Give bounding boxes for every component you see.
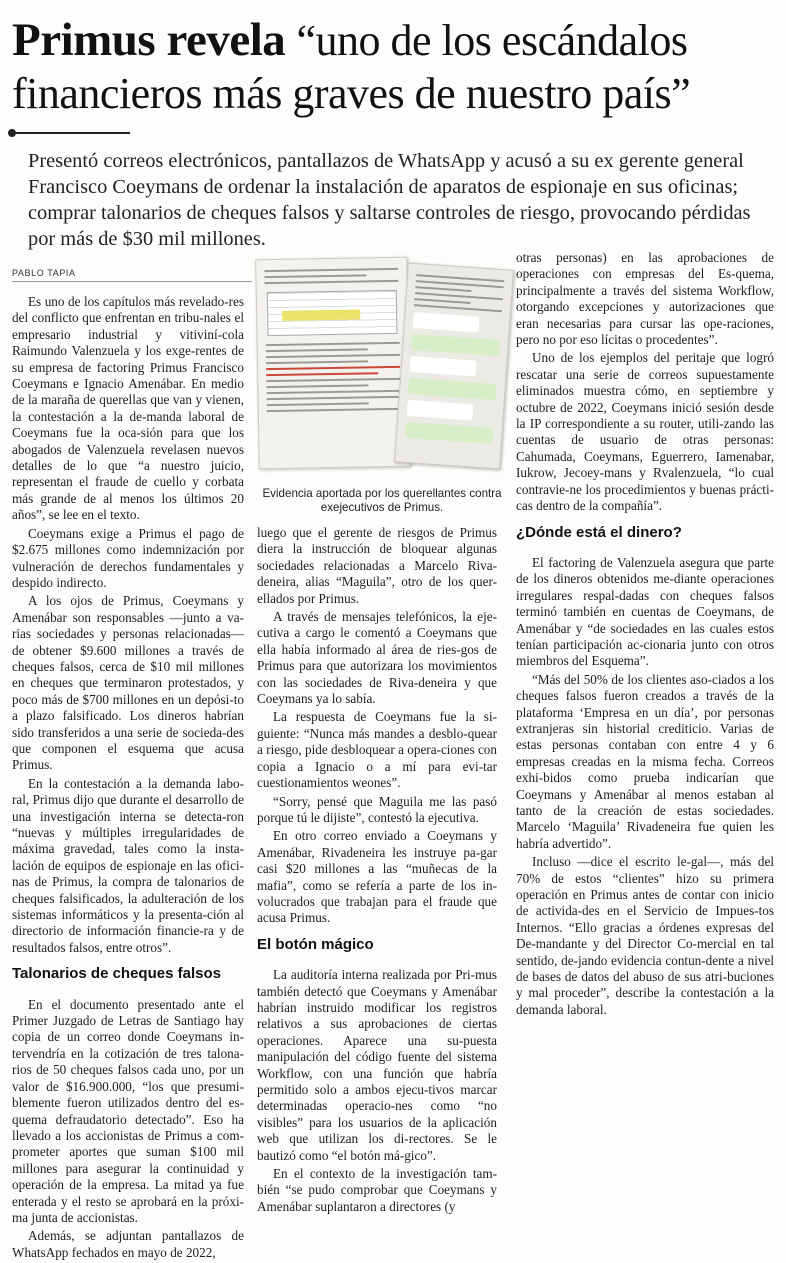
- paragraph: A los ojos de Primus, Coeymans y Amenábar son responsables —junto a va-rias sociedades y personas relacionadas— de obtener $9.600 millones a través de cheques falsos, cerca de $10 mil millones en cheques que terminaron protestados, y poco más de $700 millones en un depósi-to a plazo falsificado. Los dineros habrían sido transferidos a una serie de socieda-des que componen el esquema que acusa Primus.: [12, 593, 244, 773]
- paragraph: El factoring de Valenzuela asegura que parte de los dineros obtenidos me-diante operaciones irregulares respal-dadas con cheques falsos terminó también en cuentas de Coeymans, de Amenábar y “de sociedades en las cuales estos tenían participación ac-cionaria junto con otros miembros del Esquema”.: [516, 554, 774, 669]
- headline: [12, 14, 776, 120]
- paragraph: A través de mensajes telefónicos, la eje-cutiva a cargo le comentó a Coeymans que ella había informado al área de ries-gos de Primus para que autorizara los movimientos con las sociedades de Riva-deneira y que Coeymans ya lo sabía.: [257, 609, 497, 707]
- byline-divider: [12, 281, 252, 282]
- paragraph: Incluso —dice el escrito le-gal—, más del 70% de estos “clientes” hizo su primera operación en Primus antes de contar con inicio de activida-des en el Servicio de Impues-tos Internos. “Ello gracias a órdenes expresas del De-mandante y del Director Co-mercial en tal sentido, de-jando evidencia contun-dente a nivel de bases de datos del abuso de sus atri-buciones y mal proceder”, describe la contestación a la demanda laboral.: [516, 854, 774, 1017]
- paragraph: luego que el gerente de riesgos de Primus diera la instrucción de bloquear algunas sociedades relacionadas a Marcelo Riva-deneira, alias “Maguila”, otro de los quer-ellados por Primus.: [257, 525, 497, 606]
- paragraph: Coeymans exige a Primus el pago de $2.675 millones como indemnización por vulneración de derechos fundamentales y despido indirecto.: [12, 525, 244, 590]
- photo-caption: Evidencia aportada por los querellantes contra exejecutivos de Primus.: [262, 487, 502, 514]
- paragraph: Uno de los ejemplos del peritaje que logró rescatar una serie de correos supuestamente eliminados muestra cómo, en septiembre y octubre de 2022, Coeymans inició sesión desde la IP correspondiente a su router, utili-zando las cuentas de usuario de otras personas: Cahumada, Coeymans, Eguerrero, Iamenabar, Iukrow, Jecoey-mans y Rvalenzuela, “lo cual contravie-ne los procedimientos y buenas prácti-cas dentro de la compañía”.: [516, 350, 774, 514]
- column-1: [12, 294, 244, 1263]
- paragraph: Además, se adjuntan pantallazos de WhatsApp fechados en mayo de 2022,: [12, 1228, 244, 1260]
- paragraph: En la contestación a la demanda labo-ral, Primus dijo que durante el desarrollo de una investigación interna se detecta-ron “nuevas y múltiples irregularidades de máxima gravedad, tales como la insta-lación de equipos de espionaje en las ofici-nas de Primus, la compra de talonarios de cheques falsificados, la adulteración de los sistemas informáticos y la presenta-ción al directorio de información financie-ra y de resultados falsos, entre otros”.: [12, 775, 244, 955]
- deck: Presentó correos electrónicos, pantallazos de WhatsApp y acusó a su ex gerente general Francisco Coeymans de ordenar la instalación de aparatos de espionaje en sus oficinas; comprar talonarios de cheques falsos y saltarse controles de riesgo, provocando pérdidas por más de $30 mil millones.: [28, 150, 751, 250]
- email-document-image: [255, 257, 411, 470]
- section-heading: Talonarios de cheques falsos: [12, 965, 221, 983]
- paragraph: “Sorry, pensé que Maguila me las pasó porque tú le dijiste”, contestó la ejecutiva.: [257, 793, 497, 825]
- section-heading: ¿Dónde está el dinero?: [516, 523, 682, 541]
- byline: PABLO TAPIA: [12, 268, 76, 278]
- paragraph: Es uno de los capítulos más revelado-res del conflicto que enfrentan en tribu-nales el empresario industrial y vitiviní-cola Raimundo Valenzuela y los exge-rentes de su empresa de factoring Primus Francisco Coeymans e Ignacio Amenábar. En medio de la maraña de querellas que van y vienen, la contestación a la de-manda laboral de Coeymans fue la oca-sión para que los abogados de Valenzuela revelasen nuevos detalles de lo que “a nuestro juicio, representan el fraude de cuello y corbata más grande de al menos los últimos 20 años”, se lee en el texto.: [12, 294, 244, 523]
- paragraph: En el documento presentado ante el Primer Juzgado de Letras de Santiago hay copia de un correo donde Coeymans in-tervendría en la cotización de tres talona-rios de 50 cheques falsos cada uno, por un valor de $16.900.000, “los que presumi-blemente fueron utilizados dentro del es-quema defraudatorio detectado”. Eso ha llevado a los accionistas de Primus a com-prometer aportes que suman $100 mil millones para asegurar la continuidad y operación de la empresa. La mitad ya fue enterada y el resto se aprobará en la próxi-ma junta de accionistas.: [12, 996, 244, 1225]
- spreadsheet-thumbnail: [267, 290, 398, 336]
- paragraph: En otro correo enviado a Coeymans y Amenábar, Rivadeneira les instruye pa-gar casi $20 millones a las “muñecas de la mafia”, como se refería a parte de los in-volucrados que trabajan para el fraude que acusa Primus.: [257, 828, 497, 926]
- evidence-photo: [255, 258, 507, 476]
- paragraph: otras personas) en las aprobaciones de operaciones con empresas del Es-quema, principalmente a través del sistema Workflow, otorgando excepciones y autorizaciones que eran necesarias para cursar las ope-raciones, pero no por eso lícitas o procedentes”.: [516, 250, 774, 348]
- headline-quote: “uno de los escándalos financieros más graves de nuestro país”: [12, 16, 691, 118]
- decorative-rule: [12, 132, 130, 134]
- paragraph: “Más del 50% de los clientes aso-ciados a los cheques falsos fueron creados a través de la plataforma ‘Empresa en un día’, por personas extranjeras sin historial crediticio. Varias de estas personas contaban con entre 4 y 6 empresas creadas en la misma fecha. Correos exhi-bidos como prueba indicarían que Coeymans y Amenábar al menos estaban al tanto de la creación de estas sociedades. Marcelo ‘Maguila’ Rivadeneira fue quien les habría advertido”.: [516, 671, 774, 851]
- paragraph: La respuesta de Coeymans fue la si-guiente: “Nunca más mandes a desblo-quear a riesgo, pide desbloquear a opera-ciones con copia a Ignacio o a mí para evi-tar cuestionamientos weones”.: [257, 709, 497, 791]
- section-heading: El botón mágico: [257, 935, 374, 953]
- column-3: [516, 250, 774, 1020]
- paragraph: La auditoría interna realizada por Pri-mus también detectó que Coeymans y Amenábar habrían instruido modificar los registros relativos a sus aprobaciones de ciertas operaciones. Aparece una su-puesta manipulación del código fuente del sistema Workflow, con una función que habría permitido solo a ambos ejecu-tivos marcar determinadas operacio-nes como “no visibles” para los usuarios de la aplicación web que utilizan los di-rectores. Se le bautizó como “el botón má-gico”.: [257, 967, 497, 1163]
- headline-bold: Primus revela: [12, 14, 286, 66]
- column-2: [257, 525, 497, 1217]
- whatsapp-screenshot-image: [394, 263, 514, 470]
- paragraph: En el contexto de la investigación tam-bién “se pudo comprobar que Coeymans y Amenábar suplantaron a directores (y: [257, 1166, 497, 1214]
